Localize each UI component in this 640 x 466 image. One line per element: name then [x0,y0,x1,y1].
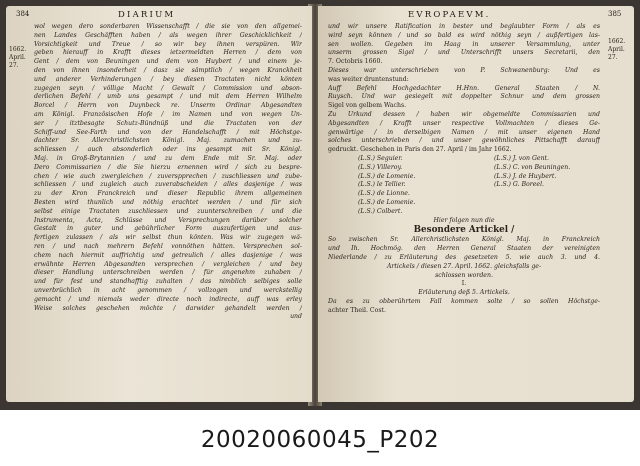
text-line: und wir unsere Ratification in bester und beglaubter Form / als es [328,23,600,30]
text-line: Auff Befehl Hochgedachter H.Hnn. General Staaten / N. [328,84,600,92]
signature-row [328,208,600,217]
text-line: Schiff-und See-Farth und von der Handelschafft / mit Höchstge- [34,128,302,136]
signature-row [328,164,600,173]
left-running-header: DIARIUM [118,10,176,20]
signature-entry [464,199,600,208]
text-line: zugegen seyn / völlige Macht / Gewalt / Commission und abson- [34,84,302,92]
signature-entry: (L.S.) de Lomenie. [358,198,416,206]
signature-entry: (L.S.) C. von Beuningen. [494,163,571,171]
right-margin-note: 1662. April. 27. [608,38,626,61]
image-caption: 20020060045_P202 [200,427,440,453]
signature-entry: (L.S.) Villeroy. [358,163,403,171]
text-line: was weiter druntenstund: [328,75,409,83]
text-line: dachter Sr. Allerchristlichsten Königl. Maj. zumachen und zu- [34,137,302,145]
text-line: Niederlande / zu Erläuterung des gesetzeten 5. wie auch 3. und 4. [328,253,600,261]
signature-entry: (L.S.) J. von Gent. [494,154,550,162]
text-line: den von ihnen insonderheit / dasz sie sämptlich / wegen Kranckheit [34,66,302,74]
text-line: Dero Commissarien / die Sie hierzu ernennen wird / sich zu bespre- [34,163,302,171]
text-line: Ruysch. Und war gesiegelt mit doppelter Schnur und dem grossen [328,93,600,101]
text-line: Vorsichtigkeit und Treue / so wir bey ihnen verspüren. Wir [34,40,302,48]
text-line: und [290,313,302,321]
text-line: wol wegen dero sonderbaren Wissenschafft / die sie von den allgemei- [34,23,302,30]
signature-entry: (L.S.) le Tellier. [358,181,406,189]
text-line: und anderer Verhinderungen / bey diesen Tractaten nicht könten [34,75,302,83]
left-page [6,6,312,402]
text-line: erwähnte Herren Abgesandten versprechen / vergleichen / und bey [34,260,302,268]
signature-entry [464,190,600,199]
right-running-header: EVROPAEVM. [408,10,491,20]
left-text-column [34,23,302,322]
text-line: Dieses war unterschrieben von P. Schwanenburg: Und es [328,66,600,74]
text-line: achter Theil. Cost. [328,306,386,314]
text-line: schliessen / auch absonderlich oder ins gesampt mit Sr. Königl. [34,146,302,154]
text-line: fertigen zulassen / als wir selbst thun könten. Was wir zugegen wä- [34,234,302,242]
left-margin-note: 1662. April. 27. [9,46,27,69]
right-text-column [328,23,600,316]
text-line: dieser Handlung unterschreiben werden / für angenehm zuhaben / [34,269,302,277]
signature-entry: (L.S.) J. de Huybert. [494,172,557,180]
text-line: sen wollen. Gegeben im Haag in unserer Versammlung, unter [328,40,600,48]
text-line: und Ih. Hochmög. den Herren General Staaten der vereinigten [328,245,600,253]
text-line: selbst einige Tractaten zuschliessen und zuunterschreiben / und die [34,207,302,215]
signature-row [328,199,600,208]
signature-entry: (L.S.) Colbert. [358,207,403,215]
left-page-number: 384 [16,10,30,18]
text-line: Da es zu obberührtem Fall kommen solte / so sollen Höchstge- [328,297,600,305]
right-page [318,6,634,402]
text-line: nen Landes Geschäfften haben / als wegen ihrer Geschicklichkeit / [34,31,302,39]
text-line: Gestalt in guter und gebührlicher Form auszufertigen und aus- [34,225,302,233]
text-line: Abgesandten / Krafft unser respective Vollmachten / dieses Ge- [328,119,600,127]
text-line: unserm grossen Sigel / und Unterschrifft unsers Secretarii, den [328,49,600,57]
text-line: 7. Octobris 1660. [328,58,383,66]
text-line: Zu Urkund dessen / haben wir obgemeldte Commissarien und [328,110,600,118]
text-line: I. [461,280,467,288]
text-line: chen / wie auch zwergleichen / zuverspprechen / zuschliessen und zube- [34,172,302,180]
text-line: schlossen worden. [435,271,493,279]
text-line: ren / und nach mehrern Befehl vonnöthen hätten. Versprechen sol- [34,242,302,250]
signature-entry [464,208,600,217]
signature-entry: (L.S.) de Lionne. [358,190,410,198]
signature-row [328,173,600,182]
text-line: derlichen Befehl / umb uns gesampt / und mit dem Herren Wilhelm [34,93,302,101]
text-line: und für fest und standhafftig zuhalten / das nimblich selbiges solle [34,278,302,286]
text-line: schliessen / und zugleich auch zuverabscheiden / alles dasjenige / was [34,181,302,189]
text-line: So zwischen Sr. Allerchristlichsten Königl. Maj. in Franckreich [328,236,600,244]
text-line: ser / itztbesagte Schutz-Bündnüß und die Tractaten von der [34,119,302,127]
signature-row [328,155,600,164]
text-line: Besten wird thunlich und nöthig erachtet werden / und für sich [34,198,302,206]
signature-row [328,190,600,199]
signature-entry: (L.S.) Seguier. [358,154,403,162]
signature-entry: (L.S.) G. Boreel. [494,181,545,189]
text-line: solches unterschrieben / und unser gewöhnliches Pittschafft darauff [328,137,600,145]
text-line: gedruckt. Geschehen in Paris den 27. April / im Jahr 1662. [328,146,512,154]
signature-row [328,181,600,190]
text-line: genwärtige / in derselbigen Namen / mit unser eigenen Hand [328,128,600,136]
text-line: Erläuterung deß 5. Artickels. [418,289,510,297]
signature-entry: (L.S.) de Lomenie. [358,172,416,180]
text-line: Sigel von gelbem Wachs. [328,102,407,110]
right-page-number: 385 [608,10,622,18]
text-line: Gent / dem von Beuningen und dem von Huybert / und einem je- [34,58,302,66]
text-line: am Königl. Französischen Hofe / im Namen und von wegen Un- [34,110,302,118]
text-line: wird seyn können / und so bald es wird nöthig seyn / außfertigen las- [328,31,600,39]
text-line: Hier folgen nun die [433,216,495,224]
text-line: chem nach hiermit auffrichtig und getreulich / alles dasjenige / was [34,251,302,259]
text-line: Artickels / diesen 27. April. 1662. gleichsfalls ge- [386,262,542,270]
text-line: Maj. in Groß-Brytannien / und zu dem Ende mit Sr. Maj. oder [34,154,302,162]
text-line: Besondere Artickel / [413,225,515,236]
text-line: Instrumenta, Acta, Schlüsse und Versprechungen darüber solcher [34,216,302,224]
text-line: Borcel / Herrn von Duynbeck re. Unserm Ordinar Abgesandten [34,102,302,110]
text-line: gemacht / und niemals weder directe noch indirecte, auff was erley [34,295,302,303]
text-line: geben hierauff in Krafft dieses ietzermeldten Herren / dem von [34,49,302,57]
text-line: Weise solches geschehen möchte / darwider gehandelt werden / [34,304,302,312]
text-line: unverbrüchlich in acht genommen / vollzogen und werckstellig [34,286,302,294]
text-line: zu der Kron Franckreich und dieser Republic ihrem allgemeinen [34,190,302,198]
